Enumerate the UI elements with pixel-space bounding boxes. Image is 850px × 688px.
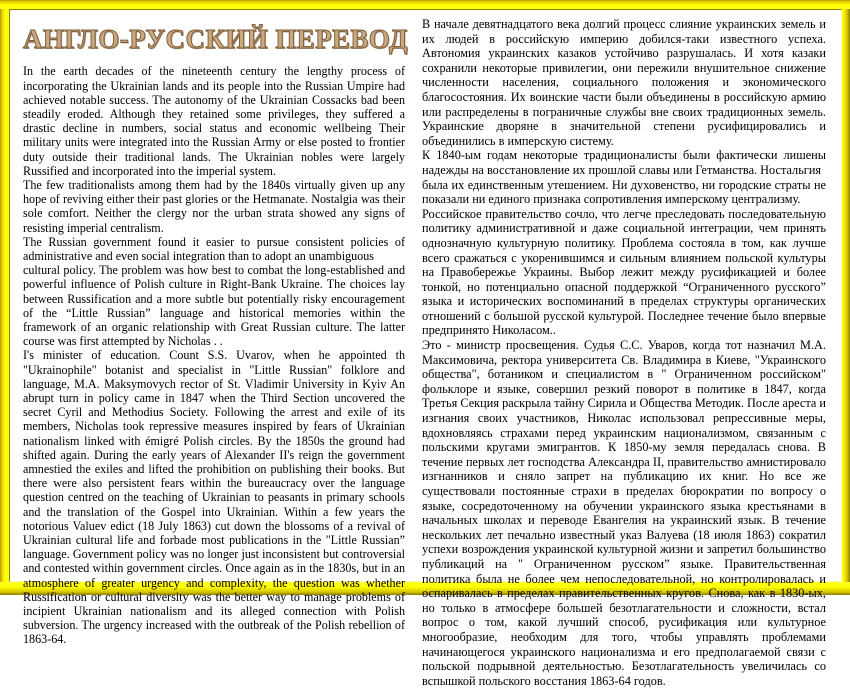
russian-text-column xyxy=(414,10,839,688)
english-text-column xyxy=(10,10,414,647)
russian-paragraph-1: В начале девятнадцатого века долгий процесс слияние украинских земель и их людей в российскую империю добился-таки известного успеха. Автономия украинских казаков устойчиво разрушалась. И хотя казаки сохранили некоторые привилегии, они пережили внушительное снижение численности населения, социального положения и экономического благосостояния. Их воинские части были объединены в российскую армию или распределены в пограничные службы вне своих традиционных земель. Украинские дворяне в значительной степени русифицировались и объединились в имперскую систему. xyxy=(422,17,826,148)
page-title: АНГЛО-РУССКИЙ ПЕРЕВОД xyxy=(23,24,408,54)
russian-paragraph-5: Это - министр просвещения. Судья С.С. Уваров, когда тот назначил М.А. Максимовича, ректора университета Св. Владимира в Киеве, "Украинского общества", ботаником и специалистом в " Ограниченном российском" фольклоре и языке, совершил резкий поворот в политике в 1847, когда Третья Секция раскрыла тайну Сирила и Общества Методик. После ареста и изгнания своих участников, Николас использовал репрессивные меры, вдохновляясь страхами перед украинским национализмом, связанным с польскими кругами эмигрантов. К 1850-му земля передалась снова. В течение первых лет господства Александра II, правительство амнистировало изгнанников и сняло запрет на публикацию их книг. Но все же существовали постоянные страхи в пределах бюрократии по вопросу о языке, сосредоточенному на обучении украинского языка крестьянами в начальных школах и переводе Евангелия на украинский язык. В течение нескольких лет печально известный указ Валуева (18 июля 1863) сократил успехи возрождения украинской культурной жизни и запретил большинство публикаций на " Ограниченном русском” языке. Правительственная политика была не более чем непоследовательной, но контролировалась и оспаривалась в пределах правительственных кругов. Снова, как в 1830-ых, но только в атмосфере большей безотлагательности и сложности, встал вопрос о том, какой лучший способ, русификация или культурное многообразие, необходим для того, чтобы управлять проблемами начинающегося украинского национализма и его предполагаемой связи с польской подрывной деятельностью. Безотлагательность увеличилась со вспышкой польского восстания 1863-64 годов. xyxy=(422,338,826,688)
russian-paragraph-4: Российское правительство сочло, что легче преследовать последовательную политику административной и даже социальной интеграции, чем принять однозначную культурную политику. Проблема состояла в том, как лучше всего сражаться с укоренившимся и сильным влиянием польской культуры на Правобережье Украины. Выбор лежит между русификацией и более тонкой, но потенциально опасной поддержкой “Ограниченного русского” языка и исторических воспоминаний в пределах структуры органических отношений с большой русской культурой. Последнее течение было впервые предпринято Николасом.. xyxy=(422,206,826,338)
english-paragraph-3: The Russian government found it easier to pursue consistent policies of administrative and even social integration than to adopt an unambiguous xyxy=(23,234,405,263)
russian-paragraph-2: К 1840-ым годам некоторые традиционалисты были фактически лишены надежды на восстановление их прошлой славы или Гетманства. Ностальгия xyxy=(422,148,826,177)
english-paragraph-2: The few traditionalists among them had by the 1840s virtually given up any hope of reviving either their past glories or the Hetmanate. Nostalgia was their sole comfort. Neither the clergy nor the urban strata showed any signs of resisting imperial centralism. xyxy=(23,177,405,235)
russian-paragraph-3: была их единственным утешением. Ни духовенство, ни городские страты не показали ни единого признака сопротивления имперскому централизму. xyxy=(422,177,826,207)
two-column-layout xyxy=(10,10,841,688)
english-paragraph-1: In the earth decades of the nineteenth century the lengthy process of incorporating the Ukrainian lands and its people into the Russian Umpire had achieved notable success. The autonomy of the Ukrainian Cossacks bad been steadily eroded. Although they retained some privileges, they suffered a drastic decline in numbers, social status and economic wellbeing Their military units were integrated into the Russian Army or else posted to frontier duty outside their traditional lands. The Ukrainian nobles were largely Russified and incorporated into the imperial system. xyxy=(23,64,405,178)
english-paragraph-4: cultural policy. The problem was how best to combat the long-established and powerful influence of Polish culture in Right-Bank Ukraine. The choices lay between Russification and a more subtle but potentially risky encouragement of the “Little Russian” language and historical memories within the framework of an organic relationship with Great Russian culture. The latter course was first attempted by Nicholas . . xyxy=(23,263,405,349)
document-page xyxy=(9,9,842,688)
english-paragraph-5: I's minister of education. Count S.S. Uvarov, when he appointed th "Ukrainophile" botanist and specialist in "Little Russian" folklore and language, M.A. Maksymovych rector of St. Vladimir University in Kyiv An abrupt turn in policy came in 1847 when the Third Section uncovered the secret Cyril and Methodius Society. Following the arrest and exile of its members, Nicholas took repressive measures inspired by fears of Ukrainian nationalism linked with émigré Polish circles. By the 1850s the ground had shifted again. During the early years of Alexander II's reign the government amnestied the exiles and lifted the prohibition on publishing their books. But there were also persistent fears within the bureaucracy over the language question centred on the teaching of Ukrainian to peasants in primary schools and the translation of the Gospel into Ukrainian. Within a few years the notorious Valuev edict (18 July 1863) cut down the blossoms of a revival of Ukrainian cultural life and forbade most publications in the "Little Russian” language. Government policy was no longer just inconsistent but controversial and contested within government circles. Once again as in the 1830s, but in an atmosphere of greater urgency and complexity, the question was whether Russification or cultural diversity was the better way to manage problems of incipient Ukrainian nationalism and its alleged connection with Polish subversion. The urgency increased with the outbreak of the Polish rebellion of 1863-64. xyxy=(23,348,405,647)
